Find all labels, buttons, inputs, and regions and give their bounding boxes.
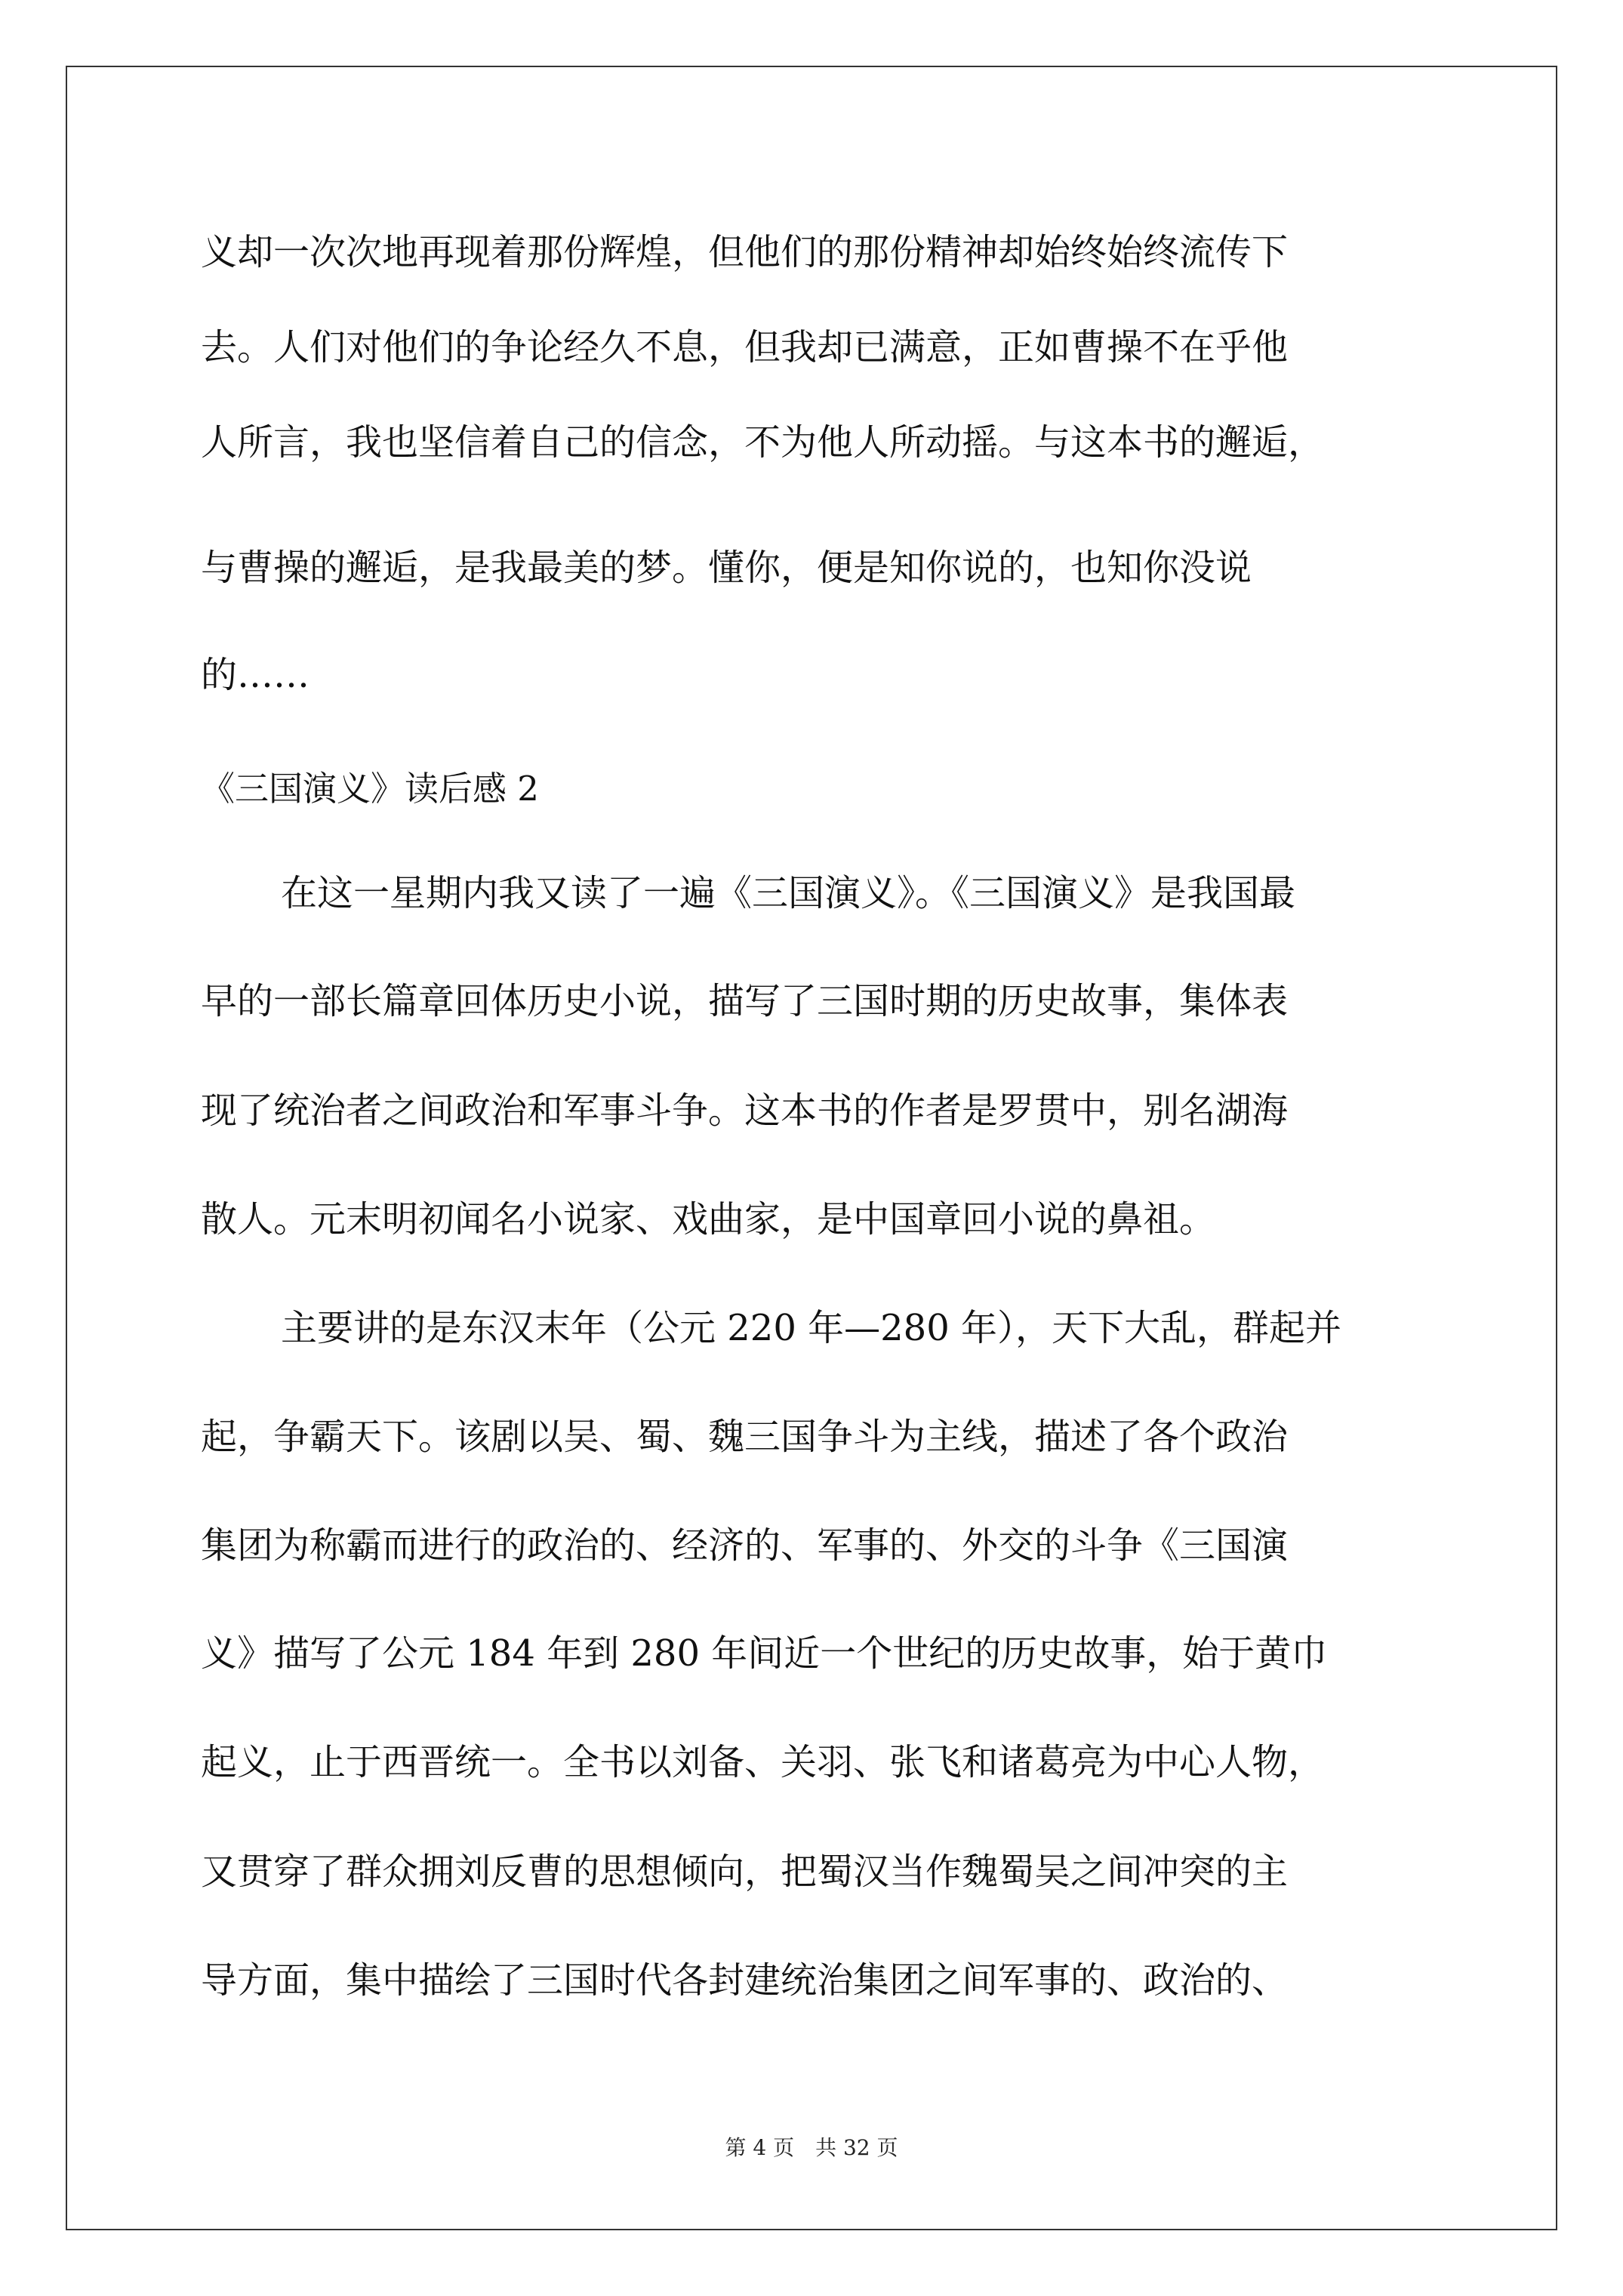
page-footer: [0, 2135, 1623, 2161]
paragraph-line: 又贯穿了群众拥刘反曹的思想倾向，把蜀汉当作魏蜀吴之间冲突的主: [201, 1851, 1289, 1893]
page-number: 第 4 页: [725, 2135, 795, 2160]
paragraph-line: 起义，止于西晋统一。全书以刘备、关羽、张飞和诸葛亮为中心人物，: [201, 1741, 1325, 1783]
paragraph-line: 起，争霸天下。该剧以吴、蜀、魏三国争斗为主线，描述了各个政治: [201, 1416, 1289, 1458]
paragraph-line: 现了统治者之间政治和军事斗争。这本书的作者是罗贯中，别名湖海: [201, 1089, 1289, 1132]
text-line: 的……: [201, 654, 310, 696]
text-line: 与曹操的邂逅，是我最美的梦。懂你，便是知你说的，也知你没说: [201, 547, 1252, 589]
paragraph-line: 主要讲的是东汉末年（公元 220 年—280 年），天下大乱，群起并: [281, 1307, 1342, 1349]
page-total: 共 32 页: [815, 2135, 898, 2160]
text-line: 去。人们对他们的争论经久不息，但我却已满意，正如曹操不在乎他: [201, 326, 1289, 368]
paragraph-line: 在这一星期内我又读了一遍《三国演义》。《三国演义》是我国最: [281, 872, 1296, 914]
paragraph-line: 早的一部长篇章回体历史小说，描写了三国时期的历史故事，集体表: [201, 980, 1289, 1022]
paragraph-line: 导方面，集中描绘了三国时代各封建统治集团之间军事的、政治的、: [201, 1959, 1289, 2002]
page-border: [66, 66, 1557, 2230]
text-line: 义却一次次地再现着那份辉煌，但他们的那份精神却始终始终流传下: [201, 231, 1289, 273]
paragraph-line: 集团为称霸而进行的政治的、经济的、军事的、外交的斗争《三国演: [201, 1524, 1289, 1567]
text-line: 人所言，我也坚信着自己的信念，不为他人所动摇。与这本书的邂逅，: [201, 421, 1325, 464]
paragraph-line: 散人。元末明初闻名小说家、戏曲家，是中国章回小说的鼻祖。: [201, 1198, 1216, 1240]
paragraph-line: 义》描写了公元 184 年到 280 年间近一个世纪的历史故事，始于黄巾: [201, 1632, 1328, 1675]
section-heading: 《三国演义》读后感 2: [201, 769, 539, 809]
